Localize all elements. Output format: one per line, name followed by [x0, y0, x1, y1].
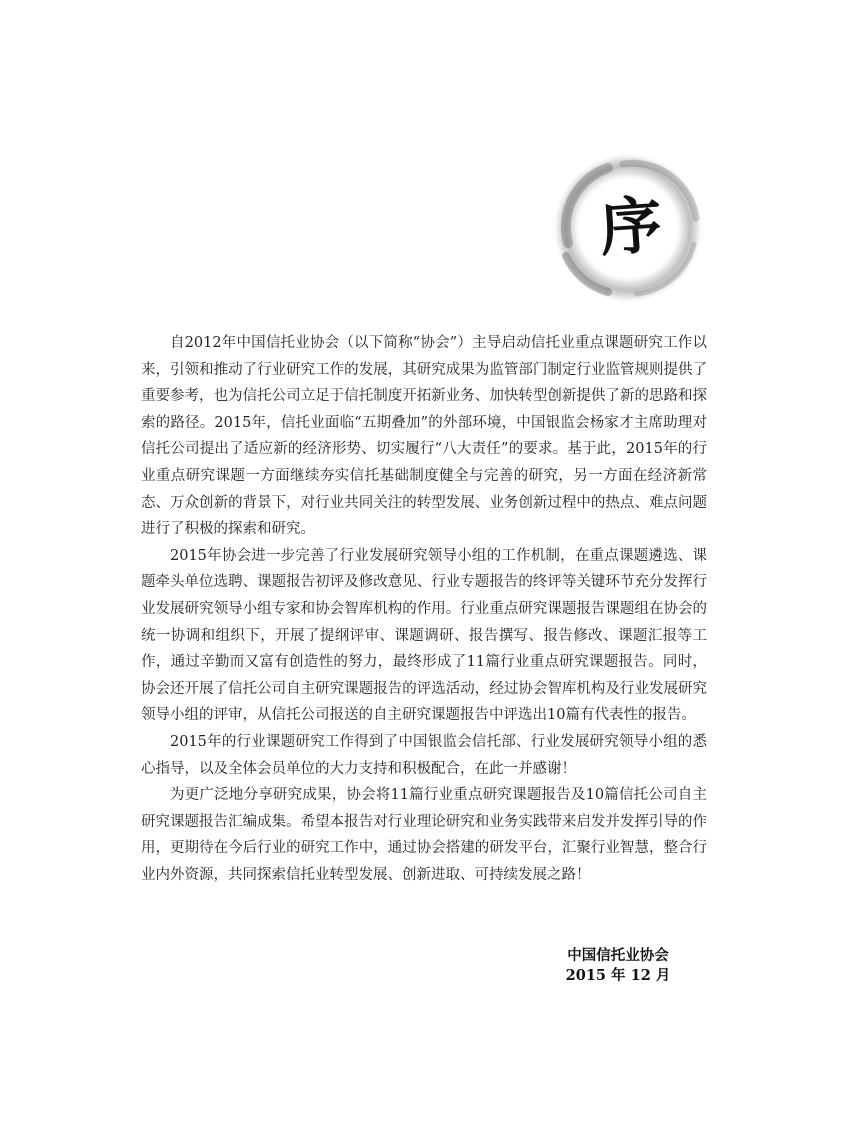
paragraph: 2015年协会进一步完善了行业发展研究领导小组的工作机制，在重点课题遴选、课题牵头单位选聘、课题报告初评及修改意见、行业专题报告的终评等关键环节充分发挥行业发展研究领导小组专家和协会智库机构的作用。行业重点研究课题报告课题组在协会的统一协调和组织下，开展了提纲评审、课题调研、报告撰写、报告修改、课题汇报等工作，通过辛勤而又富有创造性的努力，最终形成了11篇行业重点研究课题报告。同时，协会还开展了信托公司自主研究课题报告的评选活动，经过协会智库机构及行业发展研究领导小组的评审，从信托公司报送的自主研究课题报告中评选出10篇有代表性的报告。: [141, 547, 707, 724]
preface-heading: 序: [597, 187, 665, 266]
paragraph: 为更广泛地分享研究成果，协会将11篇行业重点研究课题报告及10篇信托公司自主研究课题报告汇编成集。希望本报告对行业理论研究和业务实践带来启发并发挥引导的作用，更期待在今后行业的研究工作中，通过协会搭建的研发平台，汇聚行业智慧，整合行业内外资源，共同探索信托业转型发展、创新进取、可持续发展之路！: [141, 787, 707, 883]
preface-body: [141, 330, 707, 888]
signature-block: [548, 946, 688, 986]
signature-organization: 中国信托业协会: [567, 947, 669, 964]
paragraph: 自2012年中国信托业协会（以下简称“协会”）主导启动信托业重点课题研究工作以来，引领和推动了行业研究工作的发展，其研究成果为监管部门制定行业监管规则提供了重要参考，也为信托公司立足于信托制度开拓新业务、加快转型创新提供了新的思路和探索的路径。2015年，信托业面临“五期叠加”的外部环境，中国银监会杨家才主席助理对信托公司提出了适应新的经济形势、切实履行“八大责任”的要求。基于此，2015年的行业重点研究课题一方面继续夯实信托基础制度健全与完善的研究，另一方面在经济新常态、万众创新的背景下，对行业共同关注的转型发展、业务创新过程中的热点、难点问题进行了积极的探索和研究。: [141, 335, 707, 538]
paragraph: 2015年的行业课题研究工作得到了中国银监会信托部、行业发展研究领导小组的悉心指导，以及全体会员单位的大力支持和积极配合，在此一并感谢！: [141, 733, 707, 777]
signature-date: 2015 年 12 月: [565, 967, 671, 984]
